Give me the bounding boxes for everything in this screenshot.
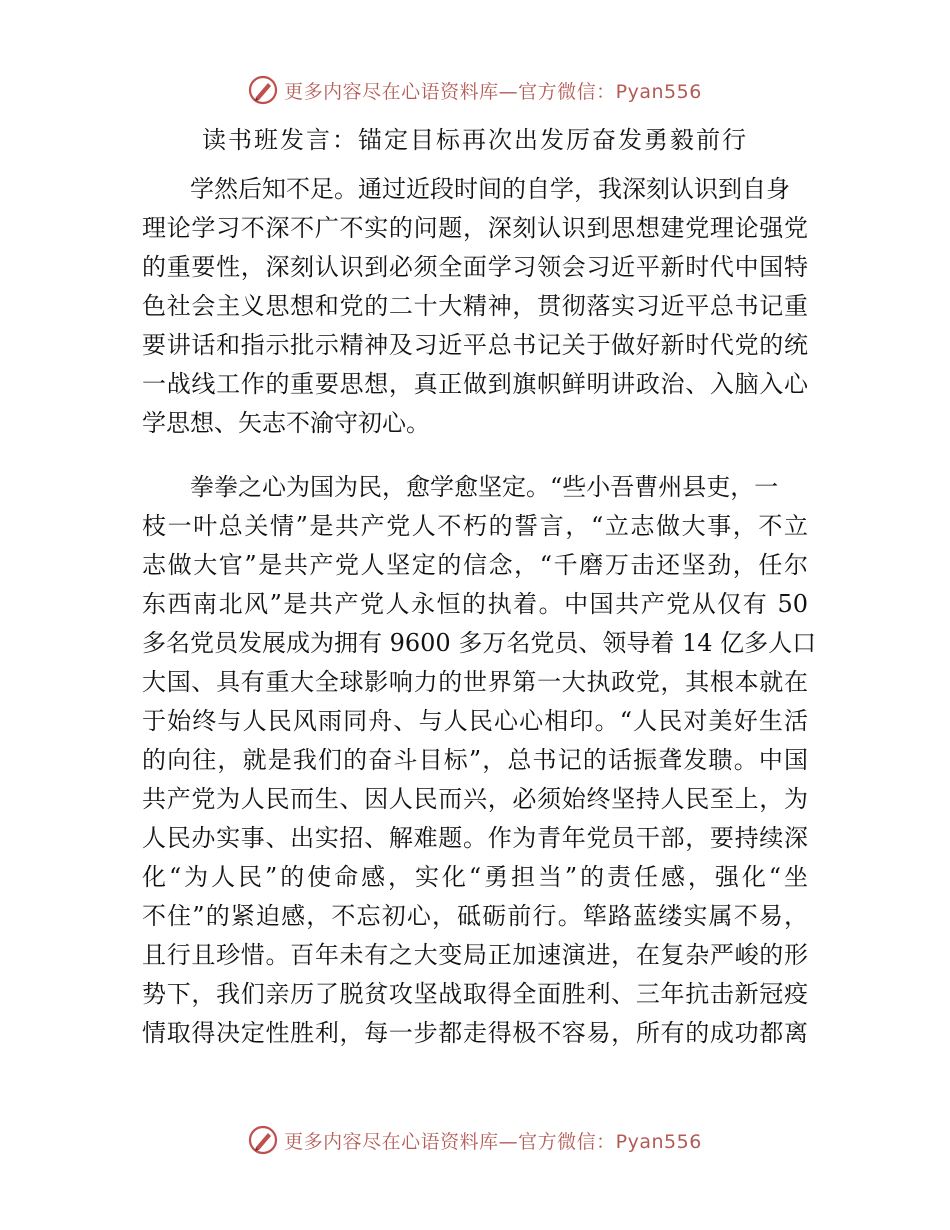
text-line: 色社会主义思想和党的二十大精神，贯彻落实习近平总书记重 — [142, 292, 808, 320]
document-title: 读书班发言：锚定目标再次出发厉奋发勇毅前行 — [202, 126, 748, 154]
text-line: 化“为人民”的使命感，实化“勇担当”的责任感，强化“坐 — [142, 863, 808, 891]
text-line: 势下，我们亲历了脱贫攻坚战取得全面胜利、三年抗击新冠疫 — [142, 980, 808, 1008]
pen-logo-icon — [248, 75, 278, 105]
text-line: 不住”的紧迫感，不忘初心，砥砺前行。筚路蓝缕实属不易， — [142, 902, 808, 930]
text-line: 一战线工作的重要思想，真正做到旗帜鲜明讲政治、入脑入心 — [142, 370, 808, 398]
text-line: 的向往，就是我们的奋斗目标”，总书记的话振聋发聩。中国 — [142, 746, 808, 774]
text-line: 于始终与人民风雨同舟、与人民心心相印。“人民对美好生活 — [142, 707, 808, 735]
text-line: 枝一叶总关情”是共产党人不朽的誓言，“立志做大事，不立 — [142, 512, 808, 540]
text-line: 要讲话和指示批示精神及习近平总书记关于做好新时代党的统 — [142, 331, 808, 359]
text-line: 学思想、矢志不渝守初心。 — [142, 409, 430, 437]
text-line: 大国、具有重大全球影响力的世界第一大执政党，其根本就在 — [142, 668, 808, 696]
footer-banner — [0, 1120, 950, 1160]
text-line: 学然后知不足。通过近段时间的自学，我深刻认识到自身 — [190, 175, 790, 203]
text-line: 情取得决定性胜利，每一步都走得极不容易，所有的成功都离 — [142, 1019, 808, 1047]
text-line: 的重要性，深刻认识到必须全面学习领会习近平新时代中国特 — [142, 253, 808, 281]
text-line: 多名党员发展成为拥有 9600 多万名党员、领导着 14 亿多人口 — [142, 629, 817, 657]
banner-text: 更多内容尽在心语资料库—官方微信：Pyan556 — [284, 80, 702, 103]
banner-text: 更多内容尽在心语资料库—官方微信：Pyan556 — [284, 1130, 702, 1153]
text-line: 志做大官”是共产党人坚定的信念，“千磨万击还坚劲，任尔 — [142, 551, 808, 579]
text-line: 人民办实事、出实招、解难题。作为青年党员干部，要持续深 — [142, 824, 808, 852]
text-line: 且行且珍惜。百年未有之大变局正加速演进，在复杂严峻的形 — [142, 941, 808, 969]
text-line: 东西南北风”是共产党人永恒的执着。中国共产党从仅有 50 — [142, 590, 808, 618]
text-line: 共产党为人民而生、因人民而兴，必须始终坚持人民至上，为 — [142, 785, 808, 813]
text-line: 理论学习不深不广不实的问题，深刻认识到思想建党理论强党 — [142, 214, 808, 242]
pen-logo-icon — [248, 1125, 278, 1155]
text-line: 拳拳之心为国为民，愈学愈坚定。“些小吾曹州县吏，一 — [190, 473, 779, 501]
header-banner — [0, 70, 950, 110]
